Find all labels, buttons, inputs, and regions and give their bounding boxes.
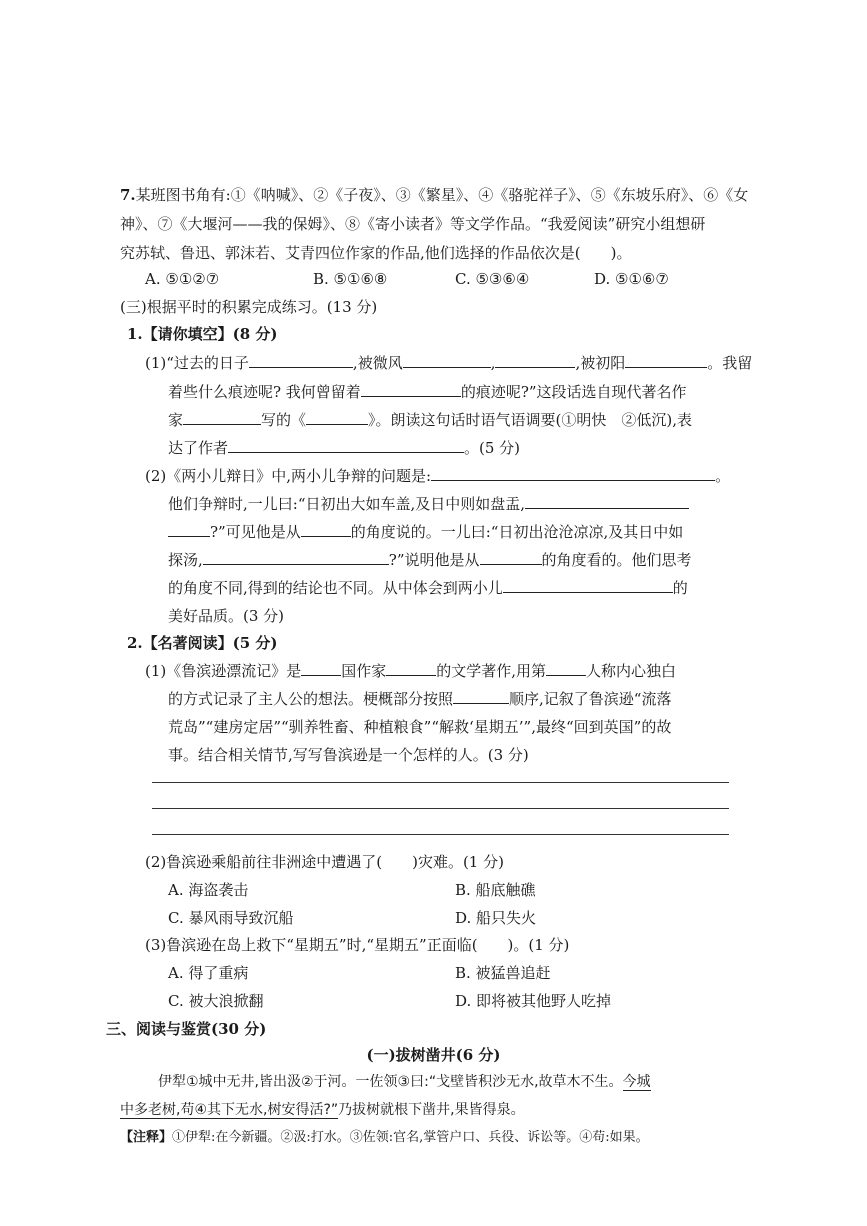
blank[interactable] [301, 522, 351, 537]
q7-line1 [120, 185, 748, 205]
blank[interactable] [453, 689, 509, 704]
classic-q1-line1-b: 国作家 [341, 662, 387, 680]
fill-q2-line4-b: ?”说明他是从 [388, 551, 480, 569]
fill-q1-line3-c: 》。朗读这句话时语气语调要(①明快 ②低沉),表 [368, 411, 693, 429]
q7-text-1: 某班图书角有:①《呐喊》、②《子夜》、③《繁星》、④《骆驼祥子》、⑤《东坡乐府》、⑥《女 [135, 186, 749, 204]
passage-title: (一)拔树凿井(6 分) [366, 1046, 501, 1064]
blank[interactable] [625, 353, 707, 368]
fill-q2-line3-a: ?”可见他是从 [210, 523, 301, 541]
classic-q1-line2 [168, 689, 671, 709]
q7-number: 7. [120, 186, 136, 204]
classic-q3-stem: (3)鲁滨逊在岛上救下“星期五”时,“星期五”正面临( )。(1 分) [145, 936, 570, 954]
fill-q2-line3-b: 的角度说的。一儿曰:“日初出沧沧凉凉,及其日中如 [350, 523, 684, 541]
fill-heading [127, 324, 278, 344]
classic-q3-option-d[interactable]: D. 即将被其他野人吃掉 [455, 992, 612, 1010]
fill-q1-line3-a: 家 [168, 411, 184, 429]
fill-q1-line3-b: 写的《 [261, 411, 307, 429]
fill-q1-line4-a: 达了作者 [168, 439, 229, 457]
blank[interactable] [168, 522, 210, 537]
classic-heading [127, 633, 278, 653]
fill-q2-line5 [168, 578, 688, 598]
blank[interactable] [361, 382, 461, 397]
fill-q2-line4-c: 的角度看的。他们思考 [541, 551, 692, 569]
classic-heading-number: 2. [127, 634, 143, 652]
note-text: ①伊犁:在今新疆。②汲:打水。③佐领:官名,掌管户口、兵役、诉讼等。④苟:如果。 [172, 1130, 649, 1145]
passage-line1-underlined: 今城 [622, 1074, 651, 1090]
classic-q1-line1-c: 的文学著作,用第 [436, 662, 547, 680]
fill-q2-line1-b: 。 [715, 467, 731, 485]
fill-q1-line2 [168, 382, 687, 402]
fill-q1-text-b: ,被微风 [352, 354, 403, 372]
classic-q3-option-a[interactable]: A. 得了重病 [168, 964, 249, 982]
fill-q2-line4 [168, 550, 692, 570]
passage-line2-b: 乃拔树就根下凿井,果皆得泉。 [338, 1102, 525, 1118]
blank[interactable] [525, 494, 689, 509]
fill-q2-line3 [168, 522, 683, 542]
blank[interactable] [203, 550, 389, 565]
blank[interactable] [431, 466, 715, 481]
blank[interactable] [503, 578, 673, 593]
blank[interactable] [480, 550, 542, 565]
fill-q1-line4 [168, 438, 520, 458]
fill-q2-line6: 美好品质。(3 分) [168, 607, 285, 625]
fill-heading-number: 1. [127, 325, 143, 343]
q7-option-d[interactable]: D. ⑤①⑥⑦ [594, 270, 669, 288]
fill-q1-text-a: (1)“过去的日子 [145, 354, 249, 372]
part3-heading: (三)根据平时的积累完成练习。(13 分) [120, 298, 378, 316]
fill-q1-text-e: 。我留 [707, 354, 753, 372]
classic-q1-line1-a: (1)《鲁滨逊漂流记》是 [145, 662, 302, 680]
fill-q1-text-d: ,被初阳 [575, 354, 626, 372]
fill-q1-line3 [168, 410, 692, 430]
answer-line-1[interactable] [152, 782, 729, 783]
fill-q1-line2-b: 的痕迹呢?”这段话选自现代著名作 [460, 383, 687, 401]
classic-q2-option-b[interactable]: B. 船底触礁 [455, 881, 536, 899]
classic-q1-line1-d: 人称内心独白 [586, 662, 677, 680]
note-line [120, 1128, 649, 1148]
q7-option-c[interactable]: C. ⑤③⑥④ [455, 270, 530, 288]
answer-line-3[interactable] [152, 834, 729, 835]
passage-line2 [120, 1100, 525, 1120]
classic-q1-line1 [145, 661, 676, 681]
fill-q2-line5-b: 的 [672, 579, 688, 597]
classic-q3-option-c[interactable]: C. 被大浪掀翻 [168, 992, 264, 1010]
classic-q2-stem: (2)鲁滨逊乘船前往非洲途中遭遇了( )灾难。(1 分) [145, 853, 504, 871]
classic-heading-text: 【名著阅读】(5 分) [142, 634, 278, 652]
fill-q1-line4-b: 。(5 分) [464, 439, 521, 457]
classic-q3-option-b[interactable]: B. 被猛兽追赶 [455, 964, 551, 982]
fill-q2-line4-a: 探汤, [168, 551, 203, 569]
fill-q2-line1 [145, 466, 730, 486]
classic-q2-option-a[interactable]: A. 海盗袭击 [168, 881, 249, 899]
blank[interactable] [228, 438, 464, 453]
passage-line2-underlined: 中多老树,苟④其下无水,树安得活?” [120, 1102, 339, 1118]
blank[interactable] [249, 353, 353, 368]
classic-q1-line4: 事。结合相关情节,写写鲁滨逊是一个怎样的人。(3 分) [168, 746, 529, 764]
classic-q1-line2-a: 的方式记录了主人公的想法。梗概部分按照 [168, 690, 454, 708]
classic-q1-line3: 荒岛”“建房定居”“驯养牲畜、种植粮食”“解救‘星期五’”,最终“回到英国”的故 [168, 718, 672, 736]
classic-q1-line2-b: 顺序,记叙了鲁滨逊“流落 [509, 690, 672, 708]
classic-q2-option-c[interactable]: C. 暴风雨导致沉船 [168, 909, 294, 927]
fill-q2-line1-a: (2)《两小儿辩日》中,两小儿争辩的问题是: [145, 467, 432, 485]
blank[interactable] [183, 410, 261, 425]
fill-q1-line1 [145, 353, 752, 373]
blank[interactable] [386, 661, 436, 676]
fill-q1-line2-a: 着些什么痕迹呢? 我何曾留着 [168, 383, 361, 401]
blank[interactable] [301, 661, 341, 676]
note-label: 【注释】 [120, 1130, 173, 1145]
answer-line-2[interactable] [152, 808, 729, 809]
blank[interactable] [306, 410, 368, 425]
classic-q2-option-d[interactable]: D. 船只失火 [455, 909, 537, 927]
blank[interactable] [403, 353, 491, 368]
fill-q2-line2-text: 他们争辩时,一儿曰:“日初出大如车盖,及日中则如盘盂, [168, 495, 526, 513]
q7-line2: 神》、⑦《大堰河——我的保姆》、⑧《寄小读者》等文学作品。“我爱阅读”研究小组想研 [120, 215, 706, 233]
fill-q2-line2 [168, 494, 689, 514]
fill-heading-text: 【请你填空】(8 分) [142, 325, 278, 343]
section3-heading: 三、阅读与鉴赏(30 分) [106, 1020, 267, 1038]
q7-option-b[interactable]: B. ⑤①⑥⑧ [313, 270, 388, 288]
blank[interactable] [495, 353, 575, 368]
blank[interactable] [546, 661, 586, 676]
passage-line1-a: 伊犁①城中无井,皆出汲②于河。一佐领③曰:“戈壁皆积沙无水,故草木不生。 [158, 1074, 623, 1090]
fill-q2-line5-a: 的角度不同,得到的结论也不同。从中体会到两小儿 [168, 579, 503, 597]
fill-q1-text-c: , [490, 354, 496, 372]
q7-line3: 究苏轼、鲁迅、郭沫若、艾青四位作家的作品,他们选择的作品依次是( )。 [120, 244, 632, 262]
q7-option-a[interactable]: A. ⑤①②⑦ [145, 270, 220, 288]
passage-line1 [158, 1072, 651, 1092]
